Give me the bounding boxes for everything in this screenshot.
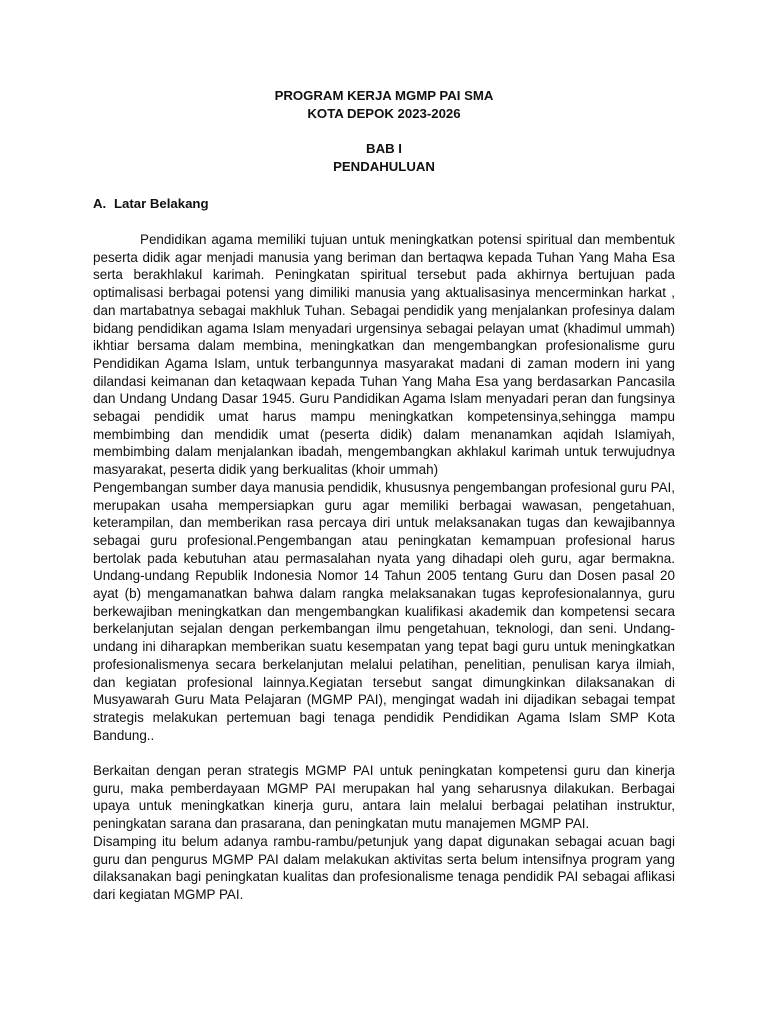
section-title: Latar Belakang	[114, 196, 209, 211]
paragraph-4: Disamping itu belum adanya rambu-rambu/petunjuk yang dapat digunakan sebagai acuan bagi guru dan pengurus MGMP PAI dalam melakukan aktivitas serta belum intensifnya program yang dilaksanakan bagi peningkatan kualitas dan profesionalisme tenaga pendidik PAI sebagai aflikasi dari kegiatan MGMP PAI.	[93, 833, 675, 902]
paragraph-3: Berkaitan dengan peran strategis MGMP PAI untuk peningkatan kompetensi guru dan kinerja guru, maka pemberdayaan MGMP PAI merupakan hal yang seharusnya dilakukan. Berbagai upaya untuk meningkatkan kinerja guru, antara lain melalui berbagai pelatihan instruktur, peningkatan sarana dan prasarana, dan peningkatan mutu manajemen MGMP PAI.	[93, 763, 675, 832]
document-title	[0, 87, 768, 123]
paragraph-1: Pendidikan agama memiliki tujuan untuk meningkatkan potensi spiritual dan membentuk peserta didik agar menjadi manusia yang beriman dan bertaqwa kepada Tuhan Yang Maha Esa serta berakhlakul karimah. Peningkatan spiritual tersebut pada akhirnya bertujuan pada optimalisasi berbagai potensi yang dimiliki manusia yang aktualisasinya mencerminkan harkat , dan martabatnya sebagai makhluk Tuhan. Sebagai pendidik yang menjalankan profesinya dalam bidang pendidikan agama Islam menyadari urgensinya sebagai pelayan umat (khadimul ummah) ikhtiar bersama dalam membina, meningkatkan dan mengembangkan profesionalisme guru Pendidikan Agama Islam, untuk terbangunnya masyarakat madani di zaman modern ini yang dilandasi keimanan dan ketaqwaan kepada Tuhan Yang Maha Esa yang berdasarkan Pancasila dan Undang Undang Dasar 1945. Guru Pandidikan Agama Islam menyadari peran dan fungsinya sebagai pendidik umat harus mampu meningkatkan kompetensinya,sehingga mampu membimbing dan mendidik umat (peserta didik) dalam menanamkan aqidah Islamiyah, membimbing dalam menjalankan ibadah, mengembangkan akhlakul karimah untuk terwujudnya masyarakat, peserta didik yang berkualitas (khoir ummah)	[93, 232, 675, 478]
body-text	[93, 231, 675, 904]
chapter-heading	[0, 140, 768, 176]
paragraph-2: Pengembangan sumber daya manusia pendidik, khususnya pengembangan profesional guru PAI, merupakan usaha mempersiapkan guru agar memiliki berbagai wawasan, pengetahuan, keterampilan, dan memberikan rasa percaya diri untuk melaksanakan tugas dan kewajibannya sebagai guru profesional.Pengembangan atau peningkatan kemampuan profesional harus bertolak pada kebutuhan atau permasalahan nyata yang dihadapi oleh guru, agar bermakna. Undang-undang Republik Indonesia Nomor 14 Tahun 2005 tentang Guru dan Dosen pasal 20 ayat (b) mengamanatkan bahwa dalam rangka melaksanakan tugas keprofesionalannya, guru berkewajiban meningkatkan dan mengembangkan kualifikasi akademik dan kompetensi secara berkelanjutan sejalan dengan perkembangan ilmu pengetahuan, teknologi, dan seni. Undang-undang ini diharapkan memberikan suatu kesempatan yang tepat bagi guru untuk meningkatkan profesionalismenya secara berkelanjutan melalui pelatihan, penelitian, penulisan karya ilmiah, dan kegiatan profesional lainnya.Kegiatan tersebut sangat dimungkinkan dilaksanakan di Musyawarah Guru Mata Pelajaran (MGMP PAI), mengingat wadah ini dijadikan sebagai tempat strategis melakukan pertemuan bagi tenaga pendidik Pendidikan Agama Islam SMP Kota Bandung..	[93, 479, 675, 743]
paragraph-spacer	[93, 744, 675, 762]
section-heading	[93, 195, 209, 213]
section-letter: A.	[93, 196, 107, 211]
title-line-2: KOTA DEPOK 2023-2026	[307, 106, 461, 121]
chapter-number: BAB I	[366, 141, 402, 156]
title-line-1: PROGRAM KERJA MGMP PAI SMA	[274, 88, 494, 103]
chapter-title: PENDAHULUAN	[333, 159, 435, 174]
